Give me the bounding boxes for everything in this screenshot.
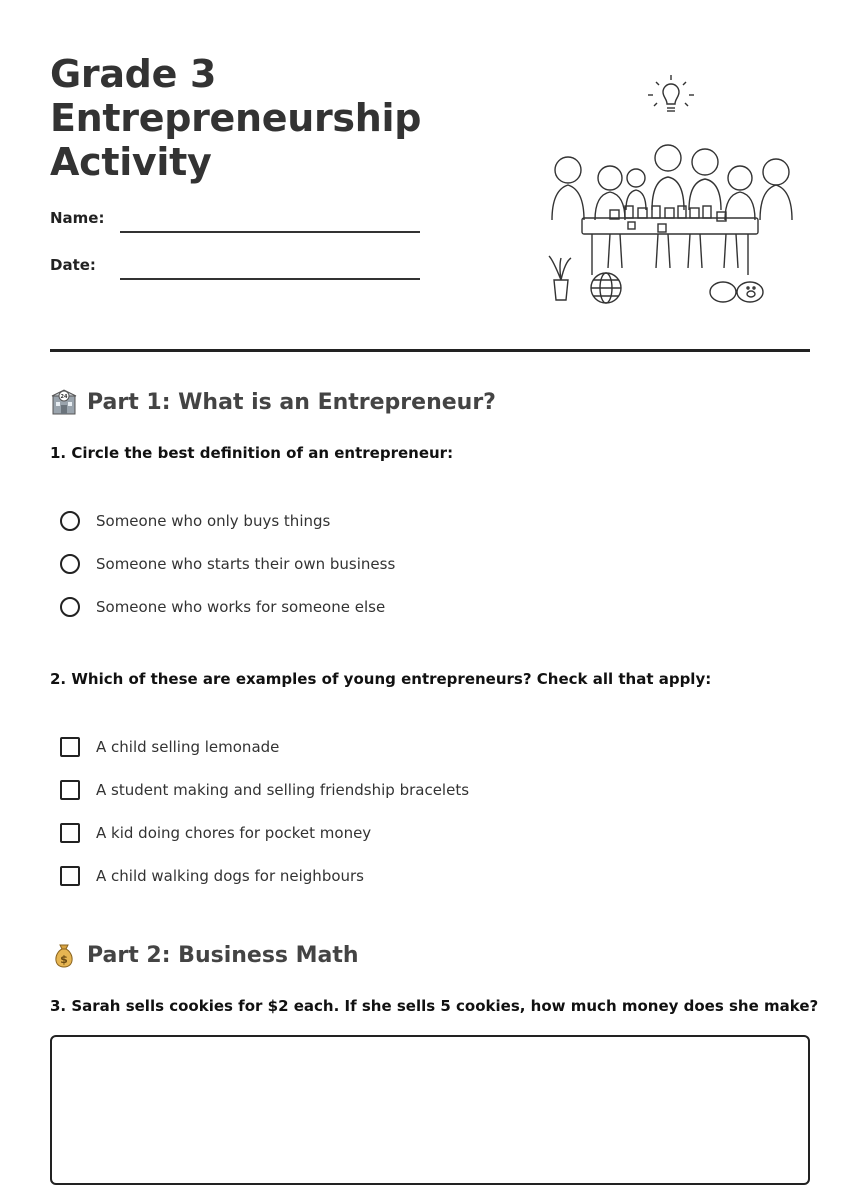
q1-option[interactable] [60, 511, 330, 531]
svg-text:24: 24 [60, 394, 68, 400]
question-3: 3. Sarah sells cookies for $2 each. If she sells 5 cookies, how much money does she make? [50, 997, 819, 1015]
checkbox[interactable] [60, 823, 80, 843]
q2-option[interactable] [60, 737, 279, 757]
store-24-icon [50, 388, 78, 416]
question-2: 2. Which of these are examples of young entrepreneurs? Check all that apply: [50, 670, 712, 688]
part2-title-text: Part 2: Business Math [87, 942, 359, 968]
option-label: A child selling lemonade [96, 738, 280, 756]
option-label: Someone who only buys things [96, 512, 331, 530]
money-bag-icon [50, 941, 78, 969]
q2-option[interactable] [60, 823, 371, 843]
option-label: A kid doing chores for pocket money [96, 824, 372, 842]
q2-option[interactable] [60, 866, 364, 886]
lightbulb-icon [648, 75, 694, 111]
q1-option[interactable] [60, 554, 395, 574]
radio-circle[interactable] [60, 597, 80, 617]
option-label: A student making and selling friendship bracelets [96, 781, 470, 799]
part1-title [50, 388, 496, 416]
checkbox[interactable] [60, 780, 80, 800]
name-field[interactable] [120, 231, 420, 233]
worksheet-title [50, 52, 450, 184]
question-1: 1. Circle the best definition of an entrepreneur: [50, 444, 454, 462]
checkbox[interactable] [60, 737, 80, 757]
radio-circle[interactable] [60, 554, 80, 574]
svg-text:$: $ [60, 953, 68, 966]
title-line: Activity [50, 140, 212, 184]
option-label: Someone who works for someone else [96, 598, 386, 616]
answer-box[interactable] [50, 1035, 810, 1185]
section-divider [50, 349, 810, 352]
q1-option[interactable] [60, 597, 385, 617]
q2-option[interactable] [60, 780, 469, 800]
radio-circle[interactable] [60, 511, 80, 531]
part2-title [50, 941, 359, 969]
title-line: Entrepreneurship [50, 96, 422, 140]
checkbox[interactable] [60, 866, 80, 886]
date-field[interactable] [120, 278, 420, 280]
date-label: Date: [50, 256, 96, 274]
option-label: A child walking dogs for neighbours [96, 867, 365, 885]
option-label: Someone who starts their own business [96, 555, 396, 573]
title-line: Grade 3 [50, 52, 217, 96]
name-label: Name: [50, 209, 105, 227]
part1-title-text: Part 1: What is an Entrepreneur? [87, 389, 496, 415]
kids-business-illustration [540, 70, 800, 310]
